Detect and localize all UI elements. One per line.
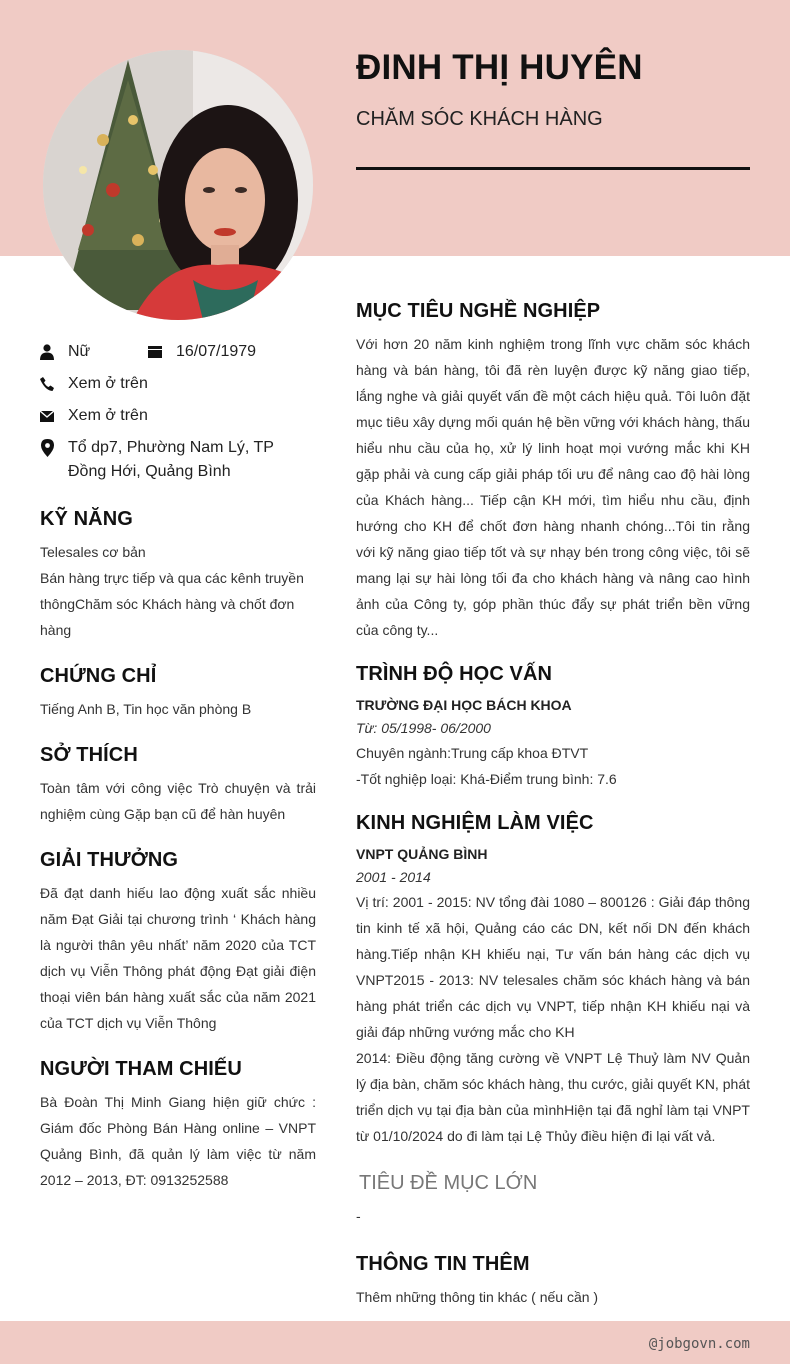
references-title: NGƯỜI THAM CHIẾU [40, 1058, 242, 1080]
school-name: TRƯỜNG ĐẠI HỌC BÁCH KHOA [356, 697, 572, 713]
education-title: TRÌNH ĐỘ HỌC VẤN [356, 663, 553, 685]
education-line: Chuyên ngành:Trung cấp khoa ĐTVT [356, 745, 589, 761]
calendar-icon [148, 340, 162, 364]
email-row [40, 404, 316, 428]
objective-section [356, 300, 750, 643]
location-pin-icon [40, 436, 54, 460]
avatar [43, 50, 313, 320]
references-text: Bà Đoàn Thị Minh Giang hiện giữ chức : Giám đốc Phòng Bán Hàng online – VNPT Quảng Bình, đã quản lý làm việc từ năm 2012 – 2013, ĐT: 0913252588 [40, 1094, 316, 1188]
objective-text: Với hơn 20 năm kinh nghiệm trong lĩnh vực chăm sóc khách hàng và bán hàng, tôi đã rèn luyện được kỹ năng giao tiếp, lắng nghe và giải quyết vấn đề một cách hiệu quả. Tôi luôn đặt mục tiêu xây dựng mối quán hệ bền vững với khách hàng, thấu hiểu nhu cầu của họ, xử lý linh hoạt mọi vướng mắc khi KH gặp phải và cung cấp giải pháp tối ưu để nâng cao độ hài lòng của Khách hàng... Tiếp cận KH mới, tìm hiểu nhu cầu, định hướng cho KH để chốt đơn hàng nhanh chóng...Tôi tin rằng với kỹ năng giao tiếp tốt và sự nhạy bén trong công việc, tôi sẽ mang lại sự hài lòng tối đa cho khách hàng và nâng cao hình ảnh của Công ty, góp phần thúc đẩy sự phát triển bền vững của công ty... [356, 336, 750, 638]
candidate-name: ĐINH THỊ HUYÊN [356, 48, 643, 87]
big-section [356, 1169, 750, 1229]
phone-value: Xem ở trên [68, 375, 148, 392]
phone-icon [40, 372, 54, 396]
skill-item: Bán hàng trực tiếp và qua các kênh truyền thôngChăm sóc Khách hàng và chốt đơn hàng [40, 570, 304, 638]
education-section [356, 663, 750, 792]
education-period: Từ: 05/1998- 06/2000 [356, 720, 491, 736]
awards-text: Đã đạt danh hiếu lao động xuất sắc nhiều năm Đạt Giải tại chương trình ‘ Khách hàng là người thân yêu nhất’ năm 2020 của TCT dịch vụ Viễn Thông phát động Đạt giải điện thoại viên bán hàng xuất sắc của năm 2021 của TCT dịch vụ Viễn Thông [40, 885, 316, 1031]
experience-paragraph: 2014: Điều động tăng cường về VNPT Lệ Thuỷ làm NV Quản lý địa bàn, chăm sóc khách hàng, thu cước, giải quyết KN, phát triển dịch vụ tại địa bàn của mìnhHiện tại đã nghỉ làm tại VNPT từ 01/10/2024 do đi làm tại Lệ Thủy điều hiện đi lại vất vả. [356, 1050, 750, 1144]
awards-title: GIẢI THƯỞNG [40, 849, 179, 871]
envelope-icon [40, 404, 54, 428]
hobbies-text: Toàn tâm với công việc Trò chuyện và trải nghiệm cùng Gặp bạn cũ để hàn huyên [40, 780, 316, 822]
skills-title: KỸ NĂNG [40, 508, 133, 530]
additional-section [356, 1253, 750, 1310]
avatar-photo [43, 50, 313, 320]
education-line: -Tốt nghiệp loại: Khá-Điểm trung bình: 7.6 [356, 771, 617, 787]
certificates-title: CHỨNG CHỈ [40, 665, 157, 687]
certificates-text: Tiếng Anh B, Tin học văn phòng B [40, 701, 252, 717]
email-value: Xem ở trên [68, 407, 148, 424]
address-row [40, 436, 316, 484]
additional-title: THÔNG TIN THÊM [356, 1253, 530, 1275]
big-section-text: - [356, 1208, 361, 1224]
address-value: Tổ dp7, Phường Nam Lý, TP Đồng Hới, Quảng Bình [68, 439, 274, 480]
experience-section [356, 812, 750, 1149]
big-section-title: TIÊU ĐỀ MỤC LỚN [359, 1172, 538, 1194]
job-title: CHĂM SÓC KHÁCH HÀNG [356, 108, 603, 130]
experience-period: 2001 - 2014 [356, 869, 431, 885]
person-icon [40, 340, 54, 364]
hobbies-title: SỞ THÍCH [40, 744, 138, 766]
gender-birthday-row [40, 340, 316, 372]
additional-text: Thêm những thông tin khác ( nếu cần ) [356, 1289, 599, 1305]
birthday-value: 16/07/1979 [176, 343, 257, 360]
gender-value: Nữ [68, 343, 91, 360]
right-column [356, 300, 750, 1330]
left-column [40, 340, 316, 1193]
birthday-row [148, 340, 256, 364]
experience-title: KINH NGHIỆM LÀM VIỆC [356, 812, 594, 834]
header-divider [356, 167, 750, 170]
phone-row [40, 372, 316, 396]
gender-row [40, 340, 148, 364]
company-name: VNPT QUẢNG BÌNH [356, 846, 488, 862]
experience-paragraph: Vị trí: 2001 - 2015: NV tổng đài 1080 – 800126 : Giải đáp thông tin kinh tế xã hội, Quảng cáo các DN, kết nối DN đến khách hàng.Tiếp nhận KH khiếu nại, Tư vấn bán hàng các dịch vụ VNPT2015 - 2013: NV telesales chăm sóc khách hàng và bán hàng phát triển các dịch vụ VNPT, tiếp nhận KH khiếu nại và giải đáp những vướng mắc cho KH [356, 894, 750, 1040]
skill-item: Telesales cơ bản [40, 544, 146, 560]
objective-title: MỤC TIÊU NGHỀ NGHIỆP [356, 300, 601, 322]
watermark: @jobgovn.com [648, 1336, 750, 1352]
